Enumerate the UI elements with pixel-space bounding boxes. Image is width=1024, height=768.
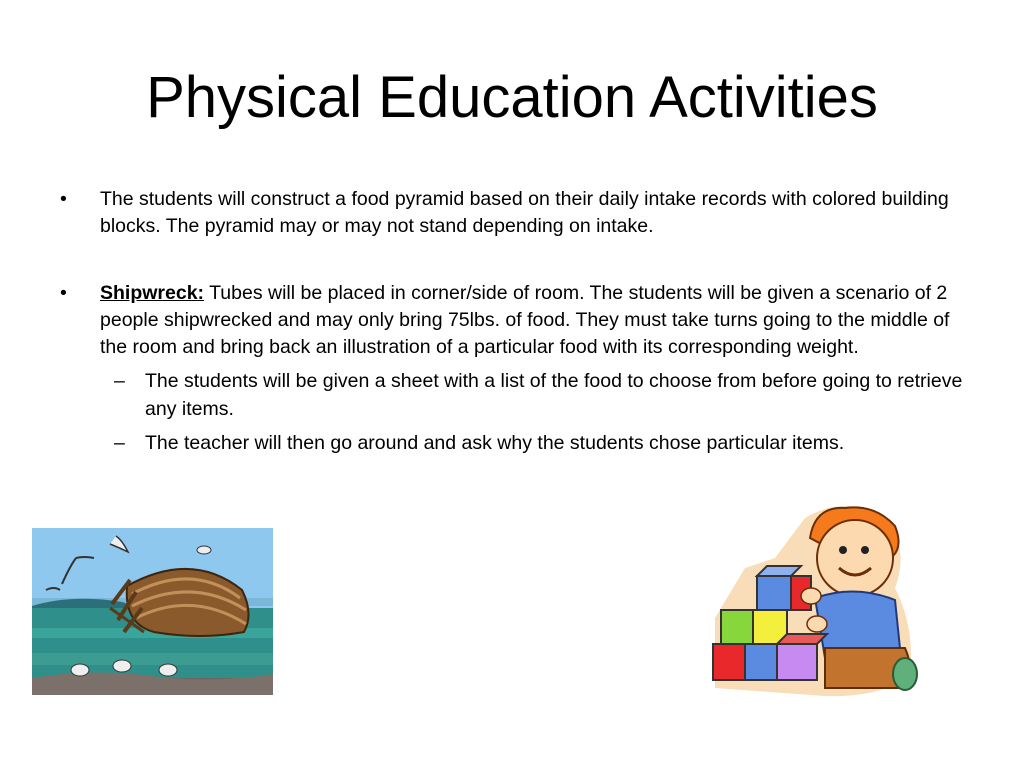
- subbullet-teacher: [60, 429, 980, 457]
- subbullet-marker: –: [114, 370, 125, 392]
- shipwreck-image: [32, 528, 273, 695]
- subbullet-text: The students will be given a sheet with a list of the food to choose from before going to retrieve any items.: [145, 370, 963, 420]
- bullet-list: [60, 186, 980, 457]
- subbullet-sheet: [60, 367, 980, 423]
- bullet-text: The students will construct a food pyramid based on their daily intake records with colored building blocks. The pyramid may or may not stand depending on intake.: [100, 188, 949, 237]
- bullet-shipwreck: [60, 280, 980, 361]
- subbullet-marker: –: [114, 432, 125, 454]
- bullet-text: Tubes will be placed in corner/side of room. The students will be given a scenario of 2 people shipwrecked and may only bring 75lbs. of food. They must take turns going to the middle of the room and bring back an illustration of a particular food with its corresponding weight.: [100, 282, 950, 358]
- bullet-food-pyramid: [60, 186, 980, 240]
- child-blocks-image: [705, 498, 920, 703]
- bullet-marker: •: [60, 282, 67, 304]
- shipwreck-keyword: Shipwreck:: [100, 282, 205, 304]
- subbullet-text: The teacher will then go around and ask why the students chose particular items.: [145, 432, 845, 454]
- bullet-marker: •: [60, 188, 67, 210]
- slide-title: Physical Education Activities: [146, 65, 878, 130]
